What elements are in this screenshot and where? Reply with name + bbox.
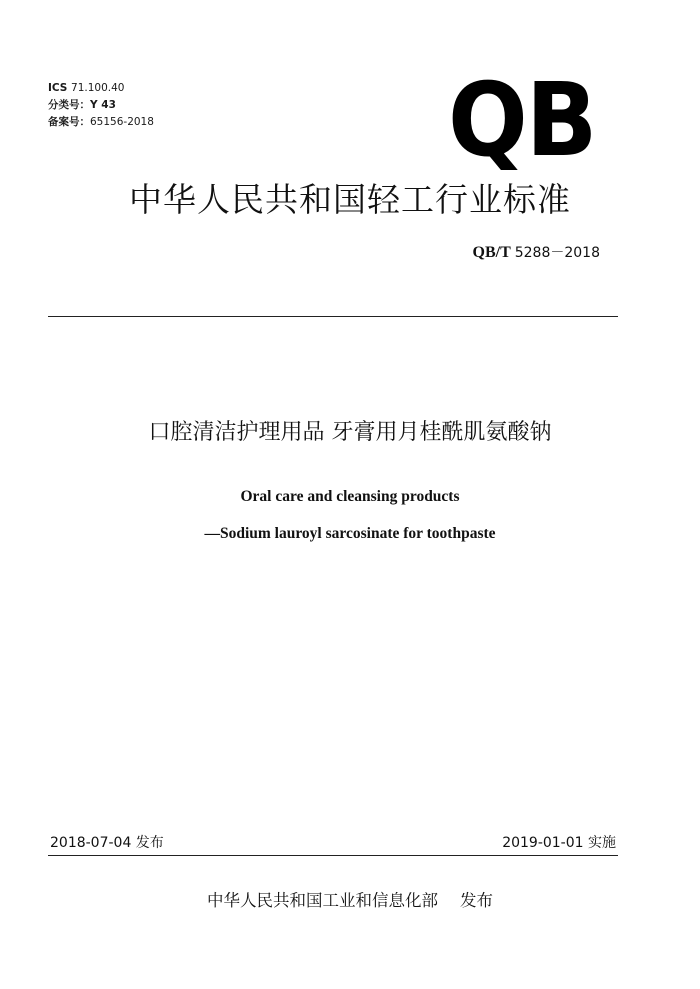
standard-code-prefix: QB/T	[472, 244, 511, 261]
standard-title: 中华人民共和国轻工行业标准	[129, 180, 571, 219]
publisher-line	[0, 890, 700, 912]
record-label: 备案号：	[48, 116, 90, 128]
chinese-title: 口腔清洁护理用品 牙膏用月桂酰肌氨酸钠	[148, 420, 552, 445]
publisher-name: 中华人民共和国工业和信息化部	[207, 891, 438, 910]
record-row	[48, 114, 154, 131]
classification-row	[48, 97, 154, 114]
header-divider	[48, 316, 618, 317]
implementation-date: 2019-01-01 实施	[502, 835, 616, 851]
classification-label: 分类号：	[48, 99, 90, 111]
classification-block	[48, 80, 154, 131]
footer-divider	[48, 855, 618, 856]
record-value: 65156-2018	[90, 116, 154, 128]
english-title-line1: Oral care and cleansing products	[240, 488, 460, 505]
qb-logo: QB	[448, 61, 596, 180]
ics-row	[48, 80, 154, 97]
standard-code-number: 5288－2018	[514, 245, 600, 261]
issue-date: 2018-07-04 发布	[50, 835, 164, 851]
publisher-action: 发布	[460, 891, 493, 910]
standard-code	[473, 243, 601, 263]
ics-value: 71.100.40	[71, 82, 125, 94]
ics-label: ICS	[48, 82, 68, 94]
classification-value: Y 43	[90, 99, 116, 111]
english-title-line2: —Sodium lauroyl sarcosinate for toothpaste	[204, 525, 496, 542]
